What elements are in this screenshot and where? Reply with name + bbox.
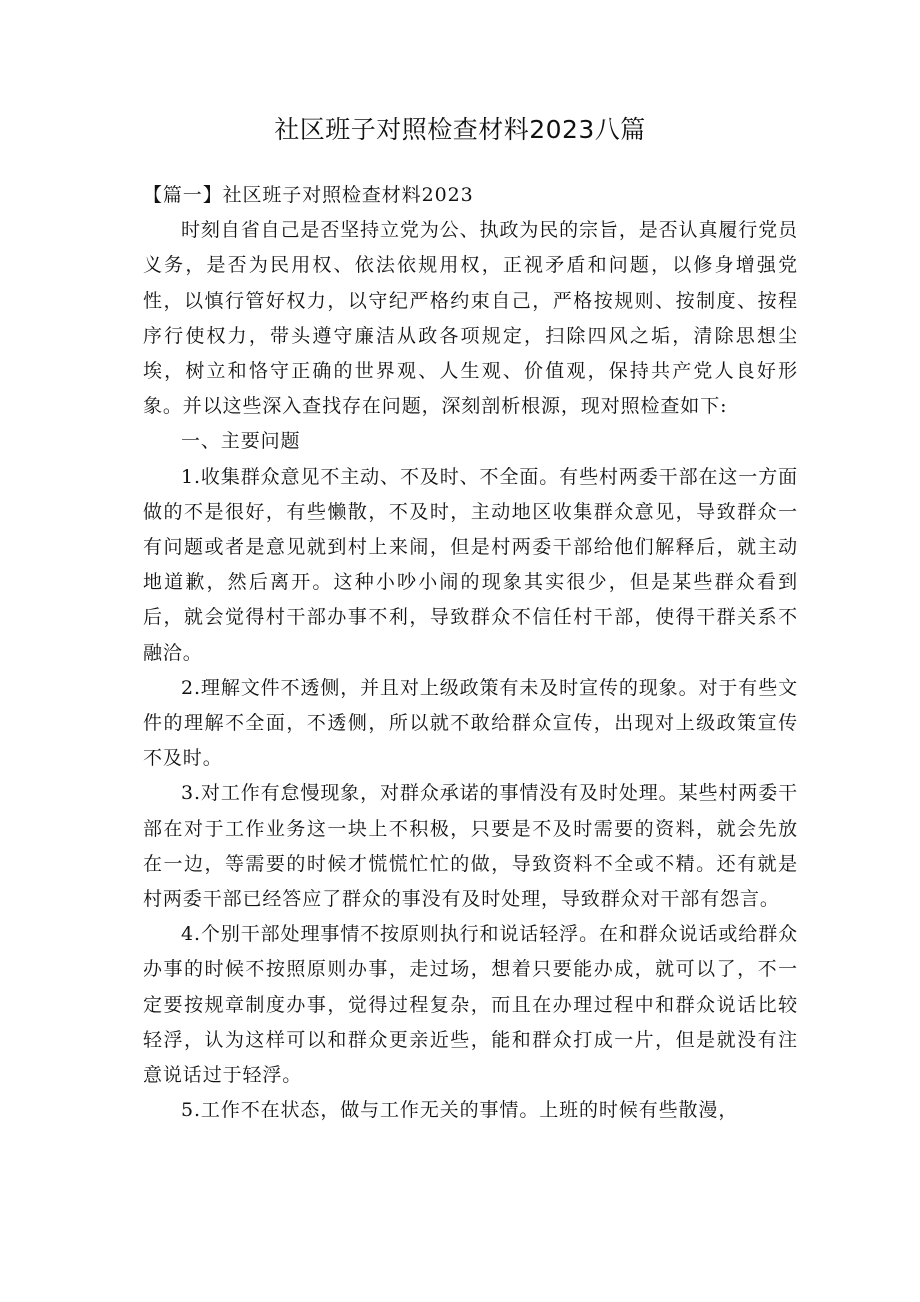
- problem-paragraph-3: 3.对工作有怠慢现象，对群众承诺的事情没有及时处理。某些村两委干部在对于工作业务这一块上不积极，只要是不及时需要的资料，就会先放在一边，等需要的时候才慌慌忙忙的做，导致资料不全或不精。还有就是村两委干部已经答应了群众的事没有及时处理，导致群众对干部有怨言。: [143, 782, 798, 911]
- intro-paragraph: 时刻自省自己是否坚持立党为公、执政为民的宗旨，是否认真履行党员义务，是否为民用权、依法依规用权，正视矛盾和问题，以修身增强党性，以慎行管好权力，以守纪严格约束自己，严格按规则、按制度、按程序行使权力，带头遵守廉洁从政各项规定，扫除四风之垢，清除思想尘埃，树立和恪守正确的世界观、人生观、价值观，保持共产党人良好形象。并以这些深入查找存在问题，深刻剖析根源，现对照检查如下:: [143, 219, 798, 418]
- section-heading: 【篇一】社区班子对照检查材料2023: [143, 184, 474, 206]
- document-body: [143, 178, 798, 1128]
- main-problems-heading: 一、主要问题: [181, 430, 301, 453]
- problem-paragraph-2: 2.理解文件不透侧，并且对上级政策有未及时宣传的现象。对于有些文件的理解不全面，不透侧，所以就不敢给群众宣传，出现对上级政策宣传不及时。: [143, 676, 798, 770]
- problem-paragraph-1: 1.收集群众意见不主动、不及时、不全面。有些村两委干部在这一方面做的不是很好，有些懒散，不及时，主动地区收集群众意见，导致群众一有问题或者是意见就到村上来闹，但是村两委干部给他们解释后，就主动地道歉，然后离开。这种小吵小闹的现象其实很少，但是某些群众看到后，就会觉得村干部办事不利，导致群众不信任村干部，使得干群关系不融洽。: [143, 465, 798, 664]
- document-title: 社区班子对照检查材料2023八篇: [274, 115, 646, 144]
- problem-paragraph-5: 5.工作不在状态，做与工作无关的事情。上班的时候有些散漫，: [181, 1099, 739, 1122]
- problem-paragraph-4: 4.个别干部处理事情不按原则执行和说话轻浮。在和群众说话或给群众办事的时候不按照原则办事，走过场，想着只要能办成，就可以了，不一定要按规章制度办事，觉得过程复杂，而且在办理过程中和群众说话比较轻浮，认为这样可以和群众更亲近些，能和群众打成一片，但是就没有注意说话过于轻浮。: [143, 923, 798, 1087]
